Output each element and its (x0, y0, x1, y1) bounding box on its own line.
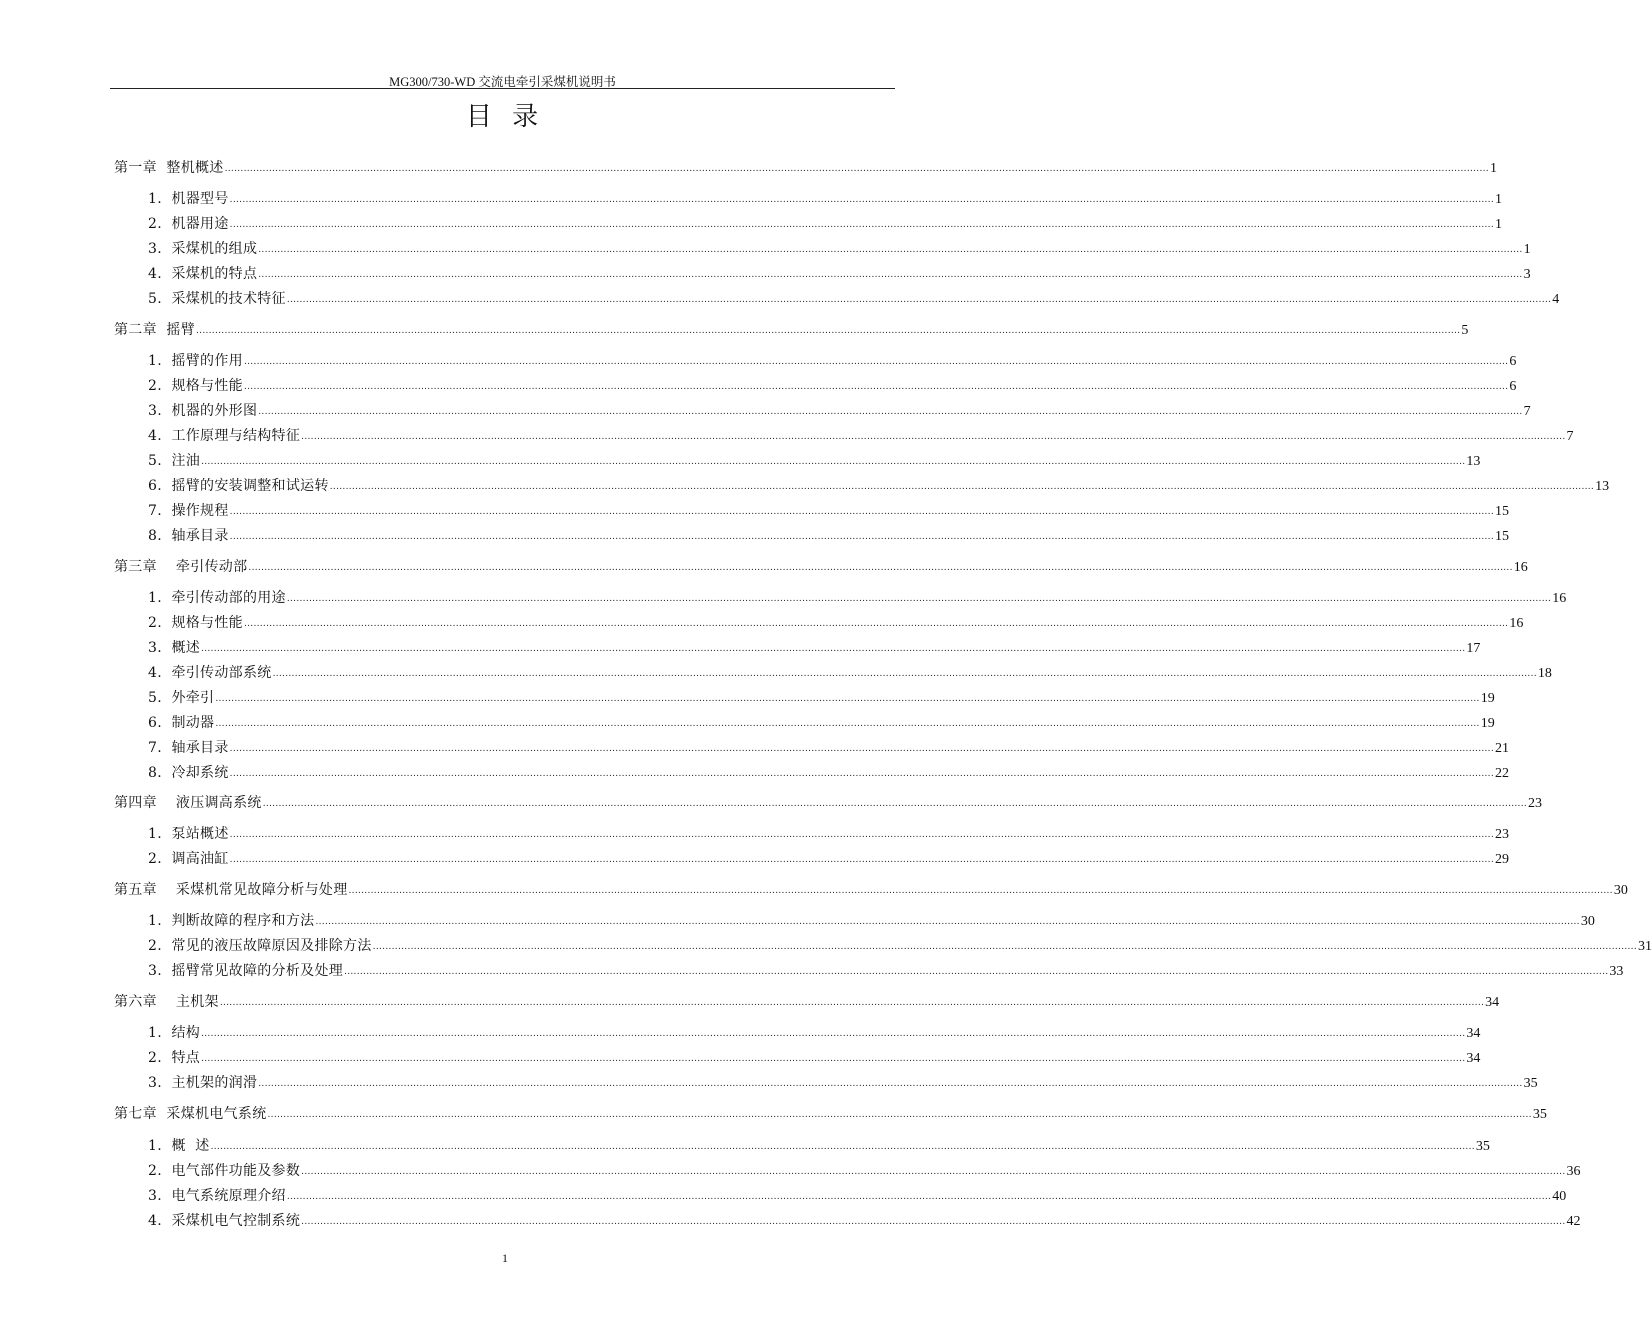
toc-entry-label: 1. 机器型号 (148, 191, 229, 207)
toc-section-entry (148, 663, 1552, 683)
toc-chapter-entry (114, 992, 1500, 1012)
toc-entry-page: 23 (1528, 796, 1543, 811)
toc-entry-label: 3. 电气系统原理介绍 (148, 1188, 286, 1204)
toc-entry-page: 29 (1495, 852, 1510, 867)
toc-entry-page: 7 (1523, 404, 1531, 419)
toc-leader-dots: ................................................................................................................................................................................................................................................................................................................................................................................................................ (372, 942, 1638, 952)
toc-leader-dots: ................................................................................................................................................................................................................................................................................................................................................................................................................ (210, 1142, 1475, 1152)
toc-entry-label: 7. 操作规程 (148, 503, 229, 519)
toc-leader-dots: ................................................................................................................................................................................................................................................................................................................................................................................................................ (219, 998, 1485, 1008)
toc-entry-page: 5 (1461, 323, 1469, 338)
toc-entry-page: 19 (1480, 691, 1495, 706)
toc-entry-label: 第一章 整机概述 (114, 160, 224, 176)
toc-entry-page: 30 (1613, 883, 1628, 898)
toc-entry-label: 第五章 采煤机常见故障分析与处理 (114, 882, 348, 898)
toc-entry-page: 1 (1495, 217, 1503, 232)
toc-leader-dots: ................................................................................................................................................................................................................................................................................................................................................................................................................ (301, 1167, 1566, 1177)
toc-entry-page: 33 (1609, 964, 1624, 979)
toc-entry-page: 19 (1480, 716, 1495, 731)
toc-leader-dots: ................................................................................................................................................................................................................................................................................................................................................................................................................ (286, 295, 1552, 305)
toc-entry-label: 5. 注油 (148, 453, 201, 469)
page-title: 目 录 (465, 102, 545, 132)
toc-entry-page: 7 (1566, 429, 1574, 444)
page-number: 1 (502, 1251, 508, 1265)
toc-section-entry (148, 1161, 1581, 1181)
toc-entry-page: 6 (1509, 354, 1517, 369)
toc-leader-dots: ................................................................................................................................................................................................................................................................................................................................................................................................................ (229, 195, 1495, 205)
toc-section-entry (148, 189, 1503, 209)
toc-leader-dots: ................................................................................................................................................................................................................................................................................................................................................................................................................ (243, 619, 1509, 629)
toc-entry-page: 16 (1552, 591, 1567, 606)
toc-entry-page: 16 (1509, 616, 1524, 631)
toc-chapter-entry (114, 557, 1528, 577)
toc-entry-page: 15 (1495, 504, 1510, 519)
toc-leader-dots: ................................................................................................................................................................................................................................................................................................................................................................................................................ (215, 719, 1480, 729)
toc-section-entry (148, 401, 1531, 421)
toc-section-entry (148, 1073, 1538, 1093)
toc-entry-page: 22 (1495, 766, 1510, 781)
toc-leader-dots: ................................................................................................................................................................................................................................................................................................................................................................................................................ (258, 245, 1523, 255)
toc-leader-dots: ................................................................................................................................................................................................................................................................................................................................................................................................................ (286, 1192, 1552, 1202)
toc-entry-label: 2. 规格与性能 (148, 378, 243, 394)
toc-entry-label: 4. 采煤机的特点 (148, 266, 258, 282)
toc-entry-page: 13 (1595, 479, 1610, 494)
toc-entry-label: 1. 结构 (148, 1025, 201, 1041)
toc-leader-dots: ................................................................................................................................................................................................................................................................................................................................................................................................................ (301, 1217, 1566, 1227)
toc-entry-page: 4 (1552, 292, 1560, 307)
toc-section-entry (148, 613, 1524, 633)
toc-section-entry (148, 239, 1531, 259)
toc-entry-label: 第七章 采煤机电气系统 (114, 1106, 267, 1122)
toc-leader-dots: ................................................................................................................................................................................................................................................................................................................................................................................................................ (272, 669, 1537, 679)
toc-entry-label: 1. 概 述 (148, 1138, 210, 1154)
toc-entry-page: 34 (1466, 1026, 1481, 1041)
toc-entry-page: 23 (1495, 827, 1510, 842)
toc-section-entry (148, 501, 1510, 521)
toc-entry-label: 1. 摇臂的作用 (148, 353, 243, 369)
toc-leader-dots: ................................................................................................................................................................................................................................................................................................................................................................................................................ (196, 326, 1461, 336)
toc-entry-page: 13 (1466, 454, 1481, 469)
toc-entry-page: 6 (1509, 379, 1517, 394)
toc-entry-label: 2. 电气部件功能及参数 (148, 1163, 301, 1179)
toc-entry-page: 1 (1523, 242, 1531, 257)
toc-entry-label: 2. 常见的液压故障原因及排除方法 (148, 938, 372, 954)
toc-entry-label: 2. 特点 (148, 1050, 201, 1066)
toc-entry-page: 35 (1475, 1139, 1490, 1154)
toc-entry-label: 4. 采煤机电气控制系统 (148, 1213, 301, 1229)
toc-leader-dots: ................................................................................................................................................................................................................................................................................................................................................................................................................ (201, 1054, 1466, 1064)
toc-leader-dots: ................................................................................................................................................................................................................................................................................................................................................................................................................ (201, 644, 1466, 654)
toc-section-entry (148, 214, 1503, 234)
toc-section-entry (148, 824, 1510, 844)
toc-chapter-entry (114, 793, 1543, 813)
toc-section-entry (148, 1186, 1567, 1206)
toc-entry-page: 3 (1523, 267, 1531, 282)
toc-leader-dots: ................................................................................................................................................................................................................................................................................................................................................................................................................ (229, 220, 1495, 230)
toc-section-entry (148, 849, 1510, 869)
toc-section-entry (148, 911, 1595, 931)
toc-entry-page: 18 (1537, 666, 1552, 681)
toc-entry-label: 第二章 摇臂 (114, 322, 195, 338)
toc-leader-dots: ................................................................................................................................................................................................................................................................................................................................................................................................................ (224, 164, 1489, 174)
toc-entry-label: 2. 调高油缸 (148, 851, 229, 867)
toc-leader-dots: ................................................................................................................................................................................................................................................................................................................................................................................................................ (229, 830, 1495, 840)
toc-leader-dots: ................................................................................................................................................................................................................................................................................................................................................................................................................ (229, 744, 1495, 754)
toc-section-entry (148, 451, 1481, 471)
running-header: MG300/730-WD 交流电牵引采煤机说明书 (389, 75, 616, 89)
toc-leader-dots: ................................................................................................................................................................................................................................................................................................................................................................................................................ (267, 1110, 1532, 1120)
toc-entry-label: 5. 采煤机的技术特征 (148, 291, 286, 307)
toc-entry-label: 1. 判断故障的程序和方法 (148, 913, 315, 929)
toc-entry-label: 第六章 主机架 (114, 994, 219, 1010)
toc-leader-dots: ................................................................................................................................................................................................................................................................................................................................................................................................................ (229, 532, 1495, 542)
toc-leader-dots: ................................................................................................................................................................................................................................................................................................................................................................................................................ (248, 563, 1513, 573)
toc-leader-dots: ................................................................................................................................................................................................................................................................................................................................................................................................................ (262, 799, 1528, 809)
toc-section-entry (148, 961, 1624, 981)
toc-entry-label: 5. 外牵引 (148, 690, 215, 706)
toc-entry-page: 1 (1489, 161, 1497, 176)
toc-entry-page: 30 (1580, 914, 1595, 929)
toc-leader-dots: ................................................................................................................................................................................................................................................................................................................................................................................................................ (201, 1029, 1466, 1039)
toc-leader-dots: ................................................................................................................................................................................................................................................................................................................................................................................................................ (329, 482, 1595, 492)
toc-entry-label: 6. 摇臂的安装调整和试运转 (148, 478, 329, 494)
toc-leader-dots: ................................................................................................................................................................................................................................................................................................................................................................................................................ (315, 917, 1580, 927)
toc-entry-page: 42 (1566, 1214, 1581, 1229)
toc-entry-label: 2. 规格与性能 (148, 615, 243, 631)
toc-entry-label: 8. 冷却系统 (148, 765, 229, 781)
toc-section-entry (148, 1023, 1481, 1043)
toc-leader-dots: ................................................................................................................................................................................................................................................................................................................................................................................................................ (201, 457, 1466, 467)
toc-chapter-entry (114, 1104, 1547, 1124)
toc-section-entry (148, 289, 1560, 309)
toc-leader-dots: ................................................................................................................................................................................................................................................................................................................................................................................................................ (301, 432, 1566, 442)
toc-entry-label: 3. 机器的外形图 (148, 403, 258, 419)
toc-entry-label: 3. 采煤机的组成 (148, 241, 258, 257)
toc-section-entry (148, 476, 1610, 496)
toc-entry-page: 35 (1523, 1076, 1538, 1091)
toc-entry-page: 34 (1466, 1051, 1481, 1066)
toc-entry-page: 21 (1495, 741, 1510, 756)
toc-leader-dots: ................................................................................................................................................................................................................................................................................................................................................................................................................ (258, 270, 1523, 280)
toc-entry-page: 16 (1513, 560, 1528, 575)
toc-section-entry (148, 376, 1517, 396)
toc-chapter-entry (114, 880, 1628, 900)
toc-leader-dots: ................................................................................................................................................................................................................................................................................................................................................................................................................ (286, 594, 1552, 604)
toc-section-entry (148, 588, 1567, 608)
toc-entry-label: 3. 摇臂常见故障的分析及处理 (148, 963, 344, 979)
toc-section-entry (148, 936, 1652, 956)
toc-entry-page: 40 (1552, 1189, 1567, 1204)
toc-entry-page: 36 (1566, 1164, 1581, 1179)
toc-section-entry (148, 1048, 1481, 1068)
toc-entry-label: 3. 概述 (148, 640, 201, 656)
toc-entry-page: 31 (1638, 939, 1652, 954)
toc-leader-dots: ................................................................................................................................................................................................................................................................................................................................................................................................................ (258, 1079, 1523, 1089)
toc-leader-dots: ................................................................................................................................................................................................................................................................................................................................................................................................................ (229, 507, 1495, 517)
toc-section-entry (148, 264, 1531, 284)
toc-entry-label: 8. 轴承目录 (148, 528, 229, 544)
toc-entry-label: 1. 泵站概述 (148, 826, 229, 842)
toc-entry-label: 7. 轴承目录 (148, 740, 229, 756)
toc-section-entry (148, 1211, 1581, 1231)
toc-entry-label: 2. 机器用途 (148, 216, 229, 232)
toc-entry-label: 第四章 液压调高系统 (114, 795, 262, 811)
toc-leader-dots: ................................................................................................................................................................................................................................................................................................................................................................................................................ (243, 357, 1509, 367)
toc-entry-page: 17 (1466, 641, 1481, 656)
toc-leader-dots: ................................................................................................................................................................................................................................................................................................................................................................................................................ (258, 407, 1523, 417)
toc-entry-page: 34 (1485, 995, 1500, 1010)
toc-section-entry (148, 1136, 1490, 1156)
toc-section-entry (148, 688, 1495, 708)
toc-section-entry (148, 638, 1481, 658)
toc-chapter-entry (114, 158, 1497, 178)
toc-leader-dots: ................................................................................................................................................................................................................................................................................................................................................................................................................ (215, 694, 1480, 704)
toc-entry-label: 3. 主机架的润滑 (148, 1075, 258, 1091)
toc-leader-dots: ................................................................................................................................................................................................................................................................................................................................................................................................................ (348, 886, 1613, 896)
toc-chapter-entry (114, 320, 1469, 340)
toc-entry-page: 1 (1495, 192, 1503, 207)
toc-section-entry (148, 351, 1517, 371)
toc-entry-label: 6. 制动器 (148, 715, 215, 731)
toc-leader-dots: ................................................................................................................................................................................................................................................................................................................................................................................................................ (229, 855, 1495, 865)
toc-entry-page: 15 (1495, 529, 1510, 544)
toc-entry-label: 4. 牵引传动部系统 (148, 665, 272, 681)
toc-leader-dots: ................................................................................................................................................................................................................................................................................................................................................................................................................ (344, 967, 1609, 977)
toc-leader-dots: ................................................................................................................................................................................................................................................................................................................................................................................................................ (229, 769, 1495, 779)
toc-entry-label: 第三章 牵引传动部 (114, 559, 248, 575)
toc-leader-dots: ................................................................................................................................................................................................................................................................................................................................................................................................................ (243, 382, 1509, 392)
toc-entry-page: 35 (1532, 1107, 1547, 1122)
toc-entry-label: 4. 工作原理与结构特征 (148, 428, 301, 444)
toc-section-entry (148, 713, 1495, 733)
toc-section-entry (148, 426, 1574, 446)
toc-section-entry (148, 738, 1510, 758)
toc-section-entry (148, 763, 1510, 783)
toc-entry-label: 1. 牵引传动部的用途 (148, 590, 286, 606)
toc-section-entry (148, 526, 1510, 546)
